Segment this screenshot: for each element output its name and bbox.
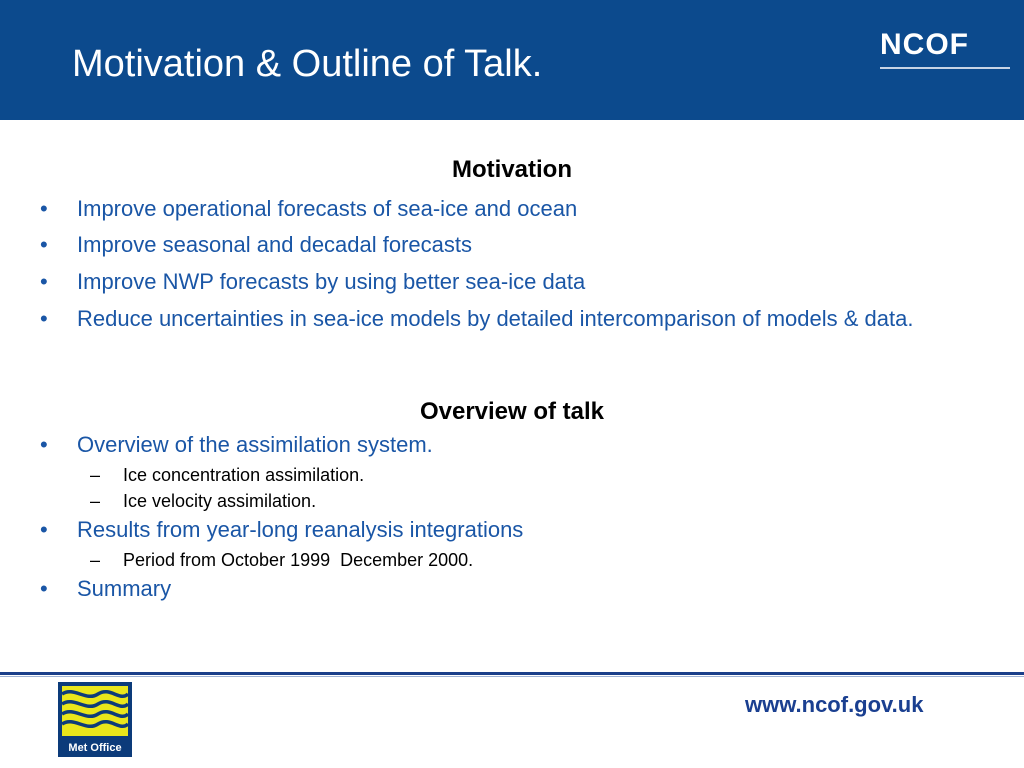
footer-rule (0, 672, 1024, 675)
bullet-dot: • (40, 269, 48, 294)
bullet-text: Overview of the assimilation system. (77, 432, 433, 457)
footer-rule-thin (0, 676, 1024, 677)
sub-dash: – (90, 465, 101, 485)
slide-title: Motivation & Outline of Talk. (72, 43, 543, 85)
bullet-dot: • (40, 306, 48, 331)
bullet-text: Improve seasonal and decadal forecasts (77, 232, 473, 257)
met-office-waves-icon (58, 682, 132, 757)
bullet-text: Improve NWP forecasts by using better sea-ice data (77, 269, 586, 294)
footer-url-link[interactable]: www.ncof.gov.uk (745, 692, 924, 717)
ncof-logo-underline (880, 67, 1010, 69)
slide-header (0, 0, 1024, 120)
sub-text: Period from October 1999 December 2000. (123, 550, 474, 570)
bullet-text: Improve operational forecasts of sea-ice and ocean (77, 196, 578, 221)
bullet-text: Reduce uncertainties in sea-ice models by detailed intercomparison of models & data. (77, 306, 914, 331)
met-office-label: Met Office (68, 742, 122, 754)
ncof-logo: NCOF (880, 28, 969, 61)
sub-text: Ice concentration assimilation. (123, 465, 365, 485)
bullet-dot: • (40, 196, 48, 221)
met-office-logo (58, 682, 132, 757)
sub-dash: – (90, 550, 101, 570)
bullet-dot: • (40, 517, 48, 542)
bullet-text: Results from year-long reanalysis integrations (77, 517, 524, 542)
bullet-text: Summary (77, 576, 172, 601)
sub-dash: – (90, 491, 101, 511)
bullet-dot: • (40, 576, 48, 601)
sub-text: Ice velocity assimilation. (123, 491, 317, 511)
overview-heading: Overview of talk (419, 398, 605, 425)
bullet-dot: • (40, 232, 48, 257)
bullet-dot: • (40, 432, 48, 457)
motivation-heading: Motivation (452, 156, 572, 183)
